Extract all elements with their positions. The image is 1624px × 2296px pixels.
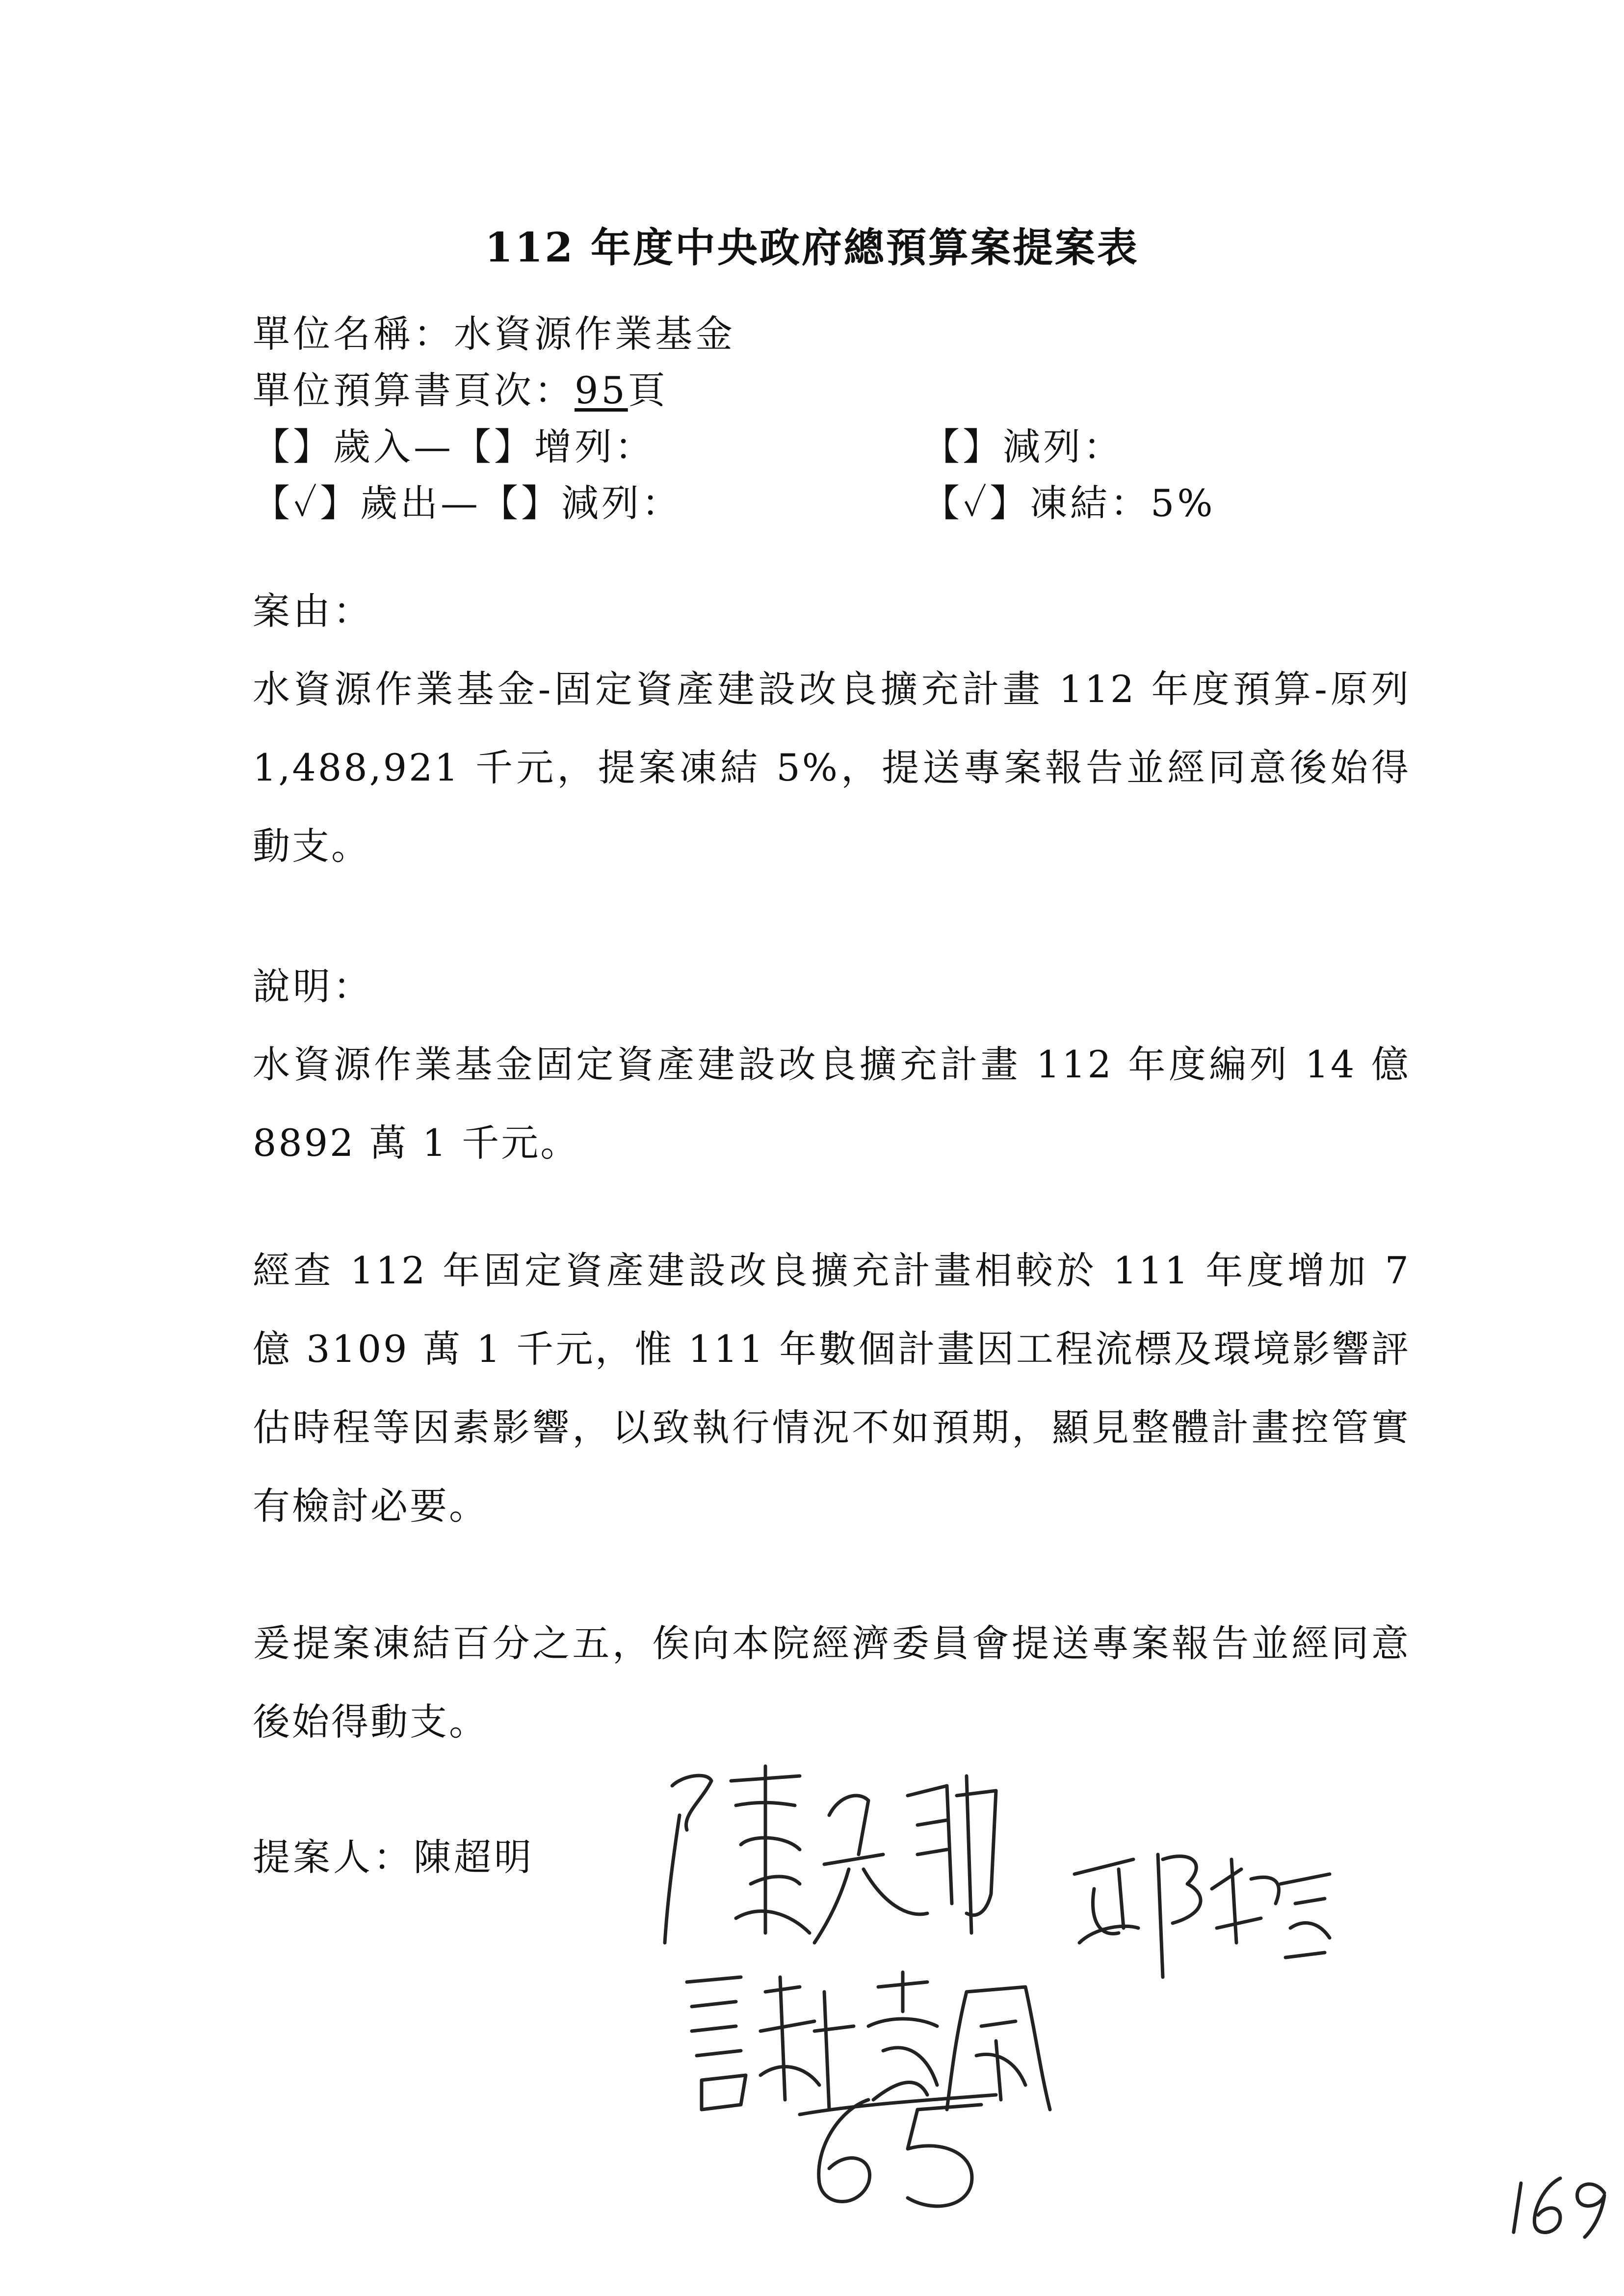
explanation-paragraph-2: 經查 112 年固定資產建設改良擴充計畫相較於 111 年度增加 7 億 3109 萬 1 千元，惟 111 年數個計畫因工程流標及環境影響評估時程等因素影響，以致執行情況不如預期，顯見整體計畫控管實有檢討必要。 <box>253 1249 1411 1528</box>
proposer-name: 陳超明 <box>414 1835 534 1879</box>
handwritten-number-65 <box>795 2090 1001 2218</box>
page-title: 112 年度中央政府總預算案提案表 <box>485 224 1139 271</box>
budget-page-label: 單位預算書頁次： <box>253 368 575 412</box>
revenue-line: 【】歲入—【】增列： <box>253 425 655 469</box>
proposer-line <box>253 1827 534 1881</box>
signature-chen-chaoming <box>653 1756 1006 1962</box>
reason-heading: 案由： <box>253 589 373 633</box>
explanation-paragraph-1: 水資源作業基金固定資產建設改良擴充計畫 112 年度編列 14 億 8892 萬 1 千元。 <box>253 1043 1411 1165</box>
explanation-paragraph-3: 爰提案凍結百分之五，俟向本院經濟委員會提送專案報告並經同意後始得動支。 <box>253 1621 1411 1744</box>
unit-name-value: 水資源作業基金 <box>454 312 735 356</box>
budget-page-line <box>253 361 668 414</box>
unit-name-line <box>253 304 735 358</box>
handwritten-page-number-169 <box>1506 2168 1619 2247</box>
unit-name-label: 單位名稱： <box>253 312 454 356</box>
proposer-label: 提案人： <box>253 1835 414 1879</box>
budget-page-value: 95 <box>575 368 628 412</box>
explanation-heading: 說明： <box>253 965 373 1008</box>
budget-page-suffix: 頁 <box>628 368 668 412</box>
reason-body: 水資源作業基金-固定資產建設改良擴充計畫 112 年度預算-原列 1,488,921 千元，提案凍結 5%，提送專案報告並經同意後始得動支。 <box>253 667 1411 868</box>
revenue-reduce: 【】減列： <box>922 425 1124 469</box>
signature-chiu-yiying <box>1065 1830 1339 1997</box>
expense-freeze: 【✓】凍結：5% <box>922 481 1216 525</box>
expense-line: 【✓】歲出—【】減列： <box>253 481 682 525</box>
